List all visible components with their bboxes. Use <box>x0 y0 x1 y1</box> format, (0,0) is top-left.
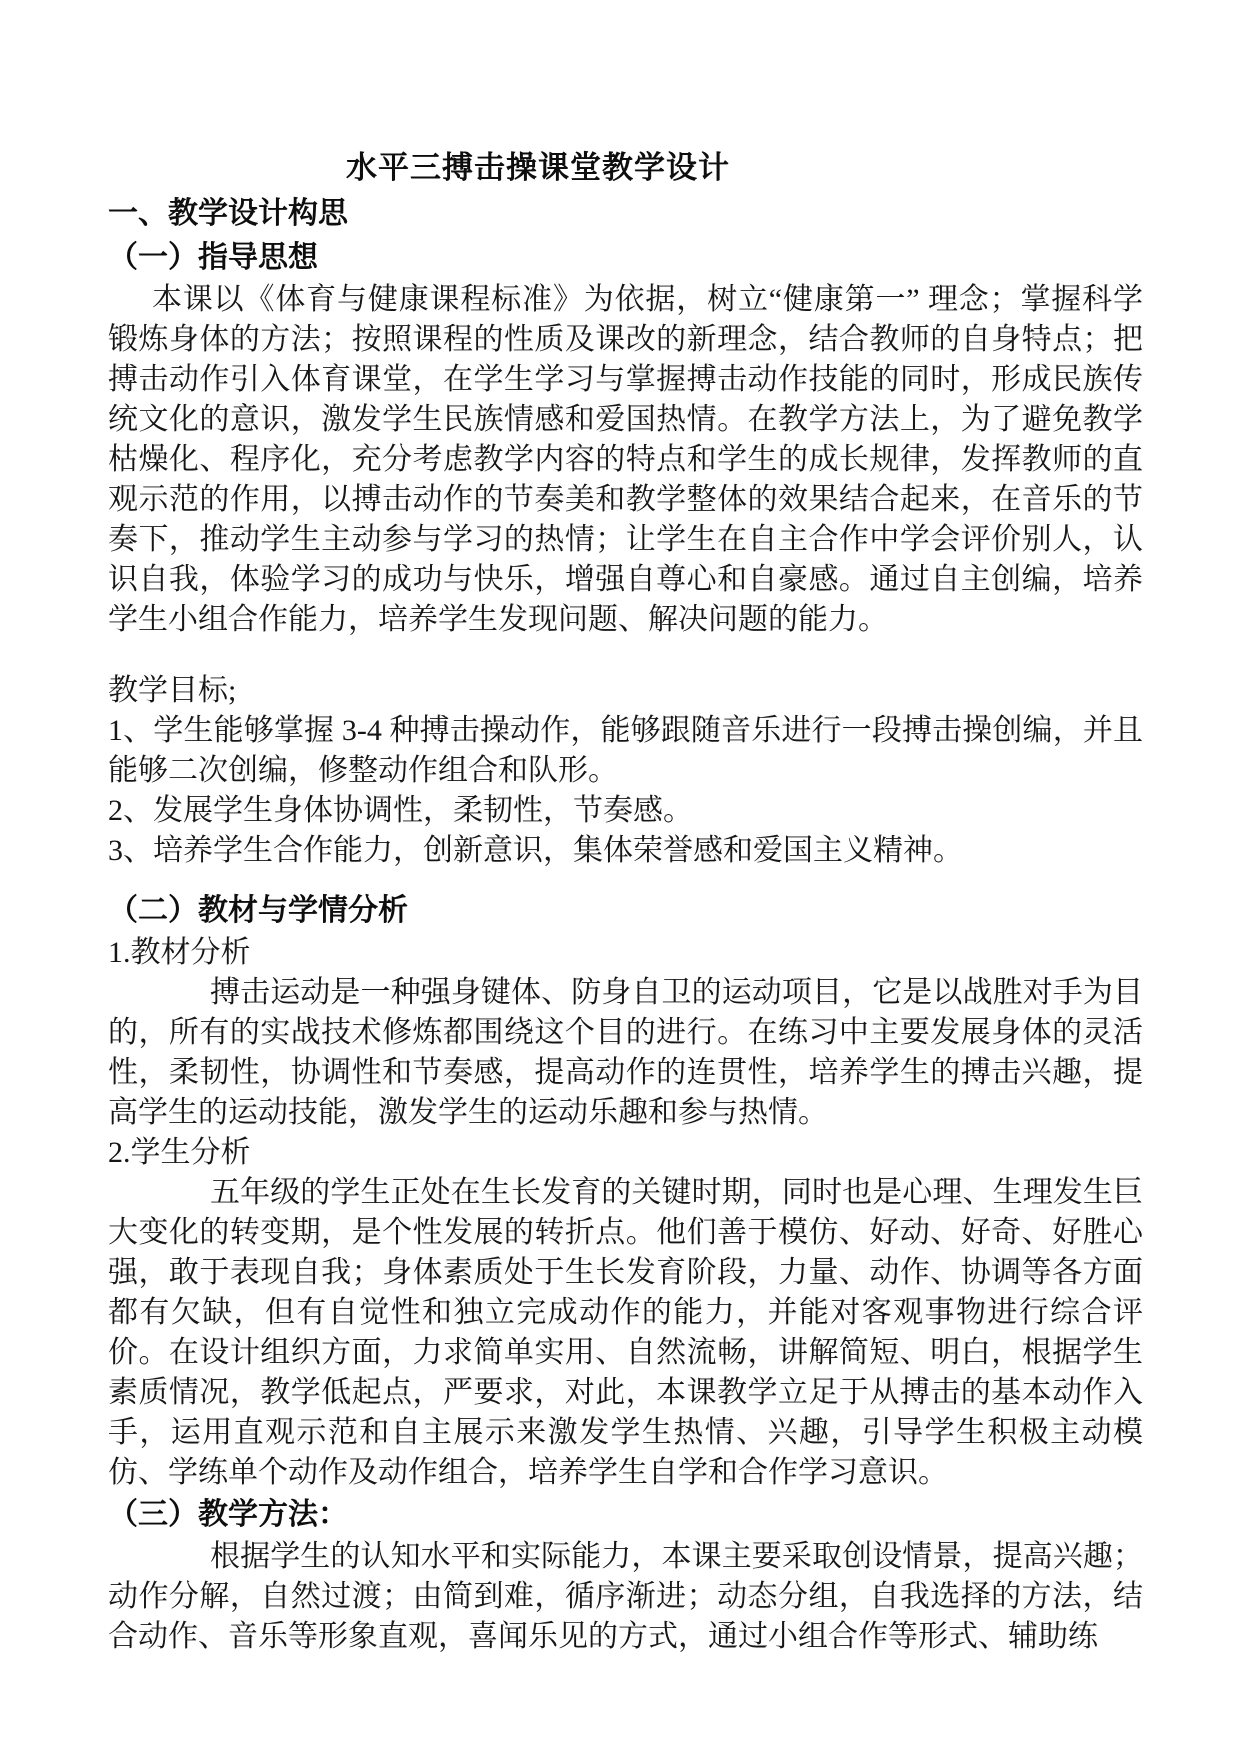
objective-item-2: 2、发展学生身体协调性，柔韧性，节奏感。 <box>108 794 693 827</box>
document-title: 水平三搏击操课堂教学设计 <box>346 150 730 185</box>
paragraph-student-analysis: 五年级的学生正处在生长发育的关键时期，同时也是心理、生理发生巨大变化的转变期，是个性发展的转折点。他们善于模仿、好动、好奇、好胜心强，敢于表现自我；身体素质处于生长发育阶段，力量、动作、协调等各方面都有欠缺，但有自觉性和独立完成动作的能力，并能对客观事物进行综合评价。在设计组织方面，力求简单实用、自然流畅，讲解简短、明白，根据学生素质情况，教学低起点，严要求，对此，本课教学立足于从搏击的基本动作入手，运用直观示范和自主展示来激发学生热情、兴趣，引导学生积极主动模仿、学练单个动作及动作组合，培养学生自学和合作学习意识。 <box>108 1176 1143 1489</box>
paragraph-material-analysis: 搏击运动是一种强身键体、防身自卫的运动项目，它是以战胜对手为目的，所有的实战技术修炼都围绕这个目的进行。在练习中主要发展身体的灵活性，柔韧性，协调性和节奏感，提高动作的连贯性，培养学生的搏击兴趣，提高学生的运动技能，激发学生的运动乐趣和参与热情。 <box>108 976 1143 1129</box>
objective-item-3: 3、培养学生合作能力，创新意识，集体荣誉感和爱国主义精神。 <box>108 834 963 867</box>
paragraph-guiding-ideology: 本课以《体育与健康课程标准》为依据，树立“健康第一” 理念；掌握科学锻炼身体的方法；按照课程的性质及课改的新理念，结合教师的自身特点；把搏击动作引入体育课堂，在学生学习与掌握搏击动作技能的同时，形成民族传统文化的意识，激发学生民族情感和爱国热情。在教学方法上，为了避免教学枯燥化、程序化，充分考虑教学内容的特点和学生的成长规律，发挥教师的直观示范的作用，以搏击动作的节奏美和教学整体的效果结合起来，在音乐的节奏下，推动学生主动参与学习的热情；让学生在自主合作中学会评价别人，认识自我，体验学习的成功与快乐，增强自尊心和自豪感。通过自主创编，培养学生小组合作能力，培养学生发现问题、解决问题的能力。 <box>108 283 1143 636</box>
objective-item-1: 1、学生能够掌握 3-4 种搏击操动作，能够跟随音乐进行一段搏击操创编，并且能够二次创编，修整动作组合和队形。 <box>108 714 1143 787</box>
subsection-heading-teaching-methods: （三）教学方法： <box>108 1498 348 1531</box>
student-analysis-label: 2.学生分析 <box>108 1136 251 1169</box>
material-analysis-label: 1.教材分析 <box>108 936 251 969</box>
subsection-heading-material-analysis: （二）教材与学情分析 <box>108 894 408 927</box>
section-heading-design-concept: 一、教学设计构思 <box>108 197 348 230</box>
subsection-heading-guiding-ideology: （一）指导思想 <box>108 241 318 274</box>
teaching-objectives-label: 教学目标; <box>108 674 237 707</box>
paragraph-teaching-methods: 根据学生的认知水平和实际能力，本课主要采取创设情景，提高兴趣；动作分解，自然过渡；由简到难，循序渐进；动态分组，自我选择的方法，结合动作、音乐等形象直观，喜闻乐见的方式，通过小组合作等形式、辅助练 <box>108 1540 1143 1653</box>
